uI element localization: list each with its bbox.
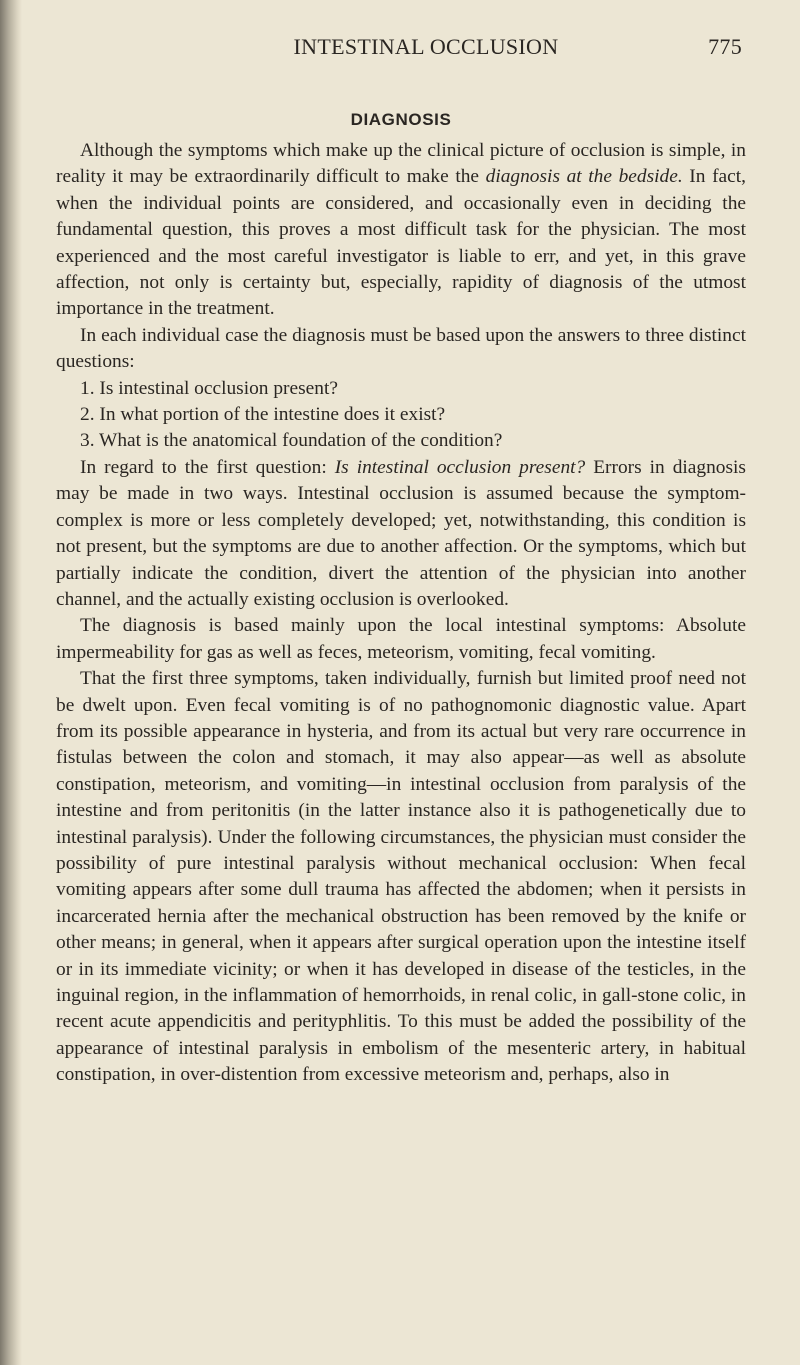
book-page <box>56 28 746 1089</box>
paragraph-local-symptoms: The diagnosis is based mainly upon the local intestinal symptoms: Absolute impermeability for gas as well as feces, meteorism, vomiting, fecal vomiting. <box>56 615 746 663</box>
paragraph-first-question <box>56 455 746 613</box>
question-1: 1. Is intestinal occlusion present? <box>80 377 338 399</box>
question-3: 3. What is the anatomical foundation of the condition? <box>80 430 503 452</box>
paragraph-intro <box>56 138 746 323</box>
italic-run: Is intestinal occlusion present? <box>334 456 586 478</box>
paragraph-fecal-vomiting: That the first three symptoms, taken individually, furnish but limited proof need not be dwelt upon. Even fecal vomiting is of no pathognomonic diagnostic value. Apart from its possible appearance in hysteria, and from its actual but very rare occurrence in fistulas between the colon and stomach, it may also appear—as well as absolute constipation, meteorism, and vomiting—in intestinal occlusion from paralysis of the intestine and from peritonitis (in the latter instance also it is pathogenetically due to intestinal paralysis). Under the following circumstances, the physician must consider the possibility of pure intestinal paralysis without mechanical occlusion: When fecal vomiting appears after some dull trauma has affected the abdomen; when it persists in incarcerated hernia after the mechanical obstruction has been removed by the knife or other means; in general, when it appears after surgical operation upon the intestine itself or in its immediate vicinity; or when it has developed in disease of the testicles, in the inguinal region, in the inflammation of hemorrhoids, in renal colic, in gall-stone colic, in recent acute appendicitis and perityphlitis. To this must be added the possibility of the appearance of intestinal paralysis in embolism of the mesenteric artery, in habitual constipation, in over-distention from excessive meteorism and, perhaps, also in <box>56 668 746 1086</box>
question-2: 2. In what portion of the intestine does it exist? <box>80 404 446 426</box>
page-number: 775 <box>708 34 742 59</box>
paragraph-questions-lead: In each individual case the diagnosis must be based upon the answers to three distinct questions: <box>56 324 746 373</box>
running-title: INTESTINAL OCCLUSION <box>293 34 559 59</box>
text-run: In fact, when the individual points are considered, and occasionally even in deciding the fundamental question, this proves a most difficult task for the physician. The most experienced and the most careful investigator is liable to err, and yet, in this grave affection, not only is certainty but, especially, rapidity of diagnosis of the utmost importance in the treatment. <box>56 166 746 320</box>
page-gutter-shadow <box>0 0 22 1365</box>
text-run: In regard to the first question: <box>80 456 335 478</box>
section-heading: DIAGNOSIS <box>350 110 452 129</box>
italic-run: diagnosis at the bedside. <box>485 166 683 188</box>
body-text <box>56 138 746 1089</box>
running-header <box>56 28 746 62</box>
text-run: Although the symptoms which make up the clinical picture of occlusion is simple, in reality it may be extraordinarily difficult to make the <box>56 140 746 188</box>
text-run: Errors in diagnosis may be made in two ways. Intestinal occlusion is assumed because the symptom-complex is more or less completely developed; yet, notwithstanding, this condition is not present, but the symptoms are due to another affection. Or the symptoms, which but partially indicate the condition, divert the attention of the physician into another channel, and the actually existing occlusion is overlooked. <box>56 456 746 610</box>
